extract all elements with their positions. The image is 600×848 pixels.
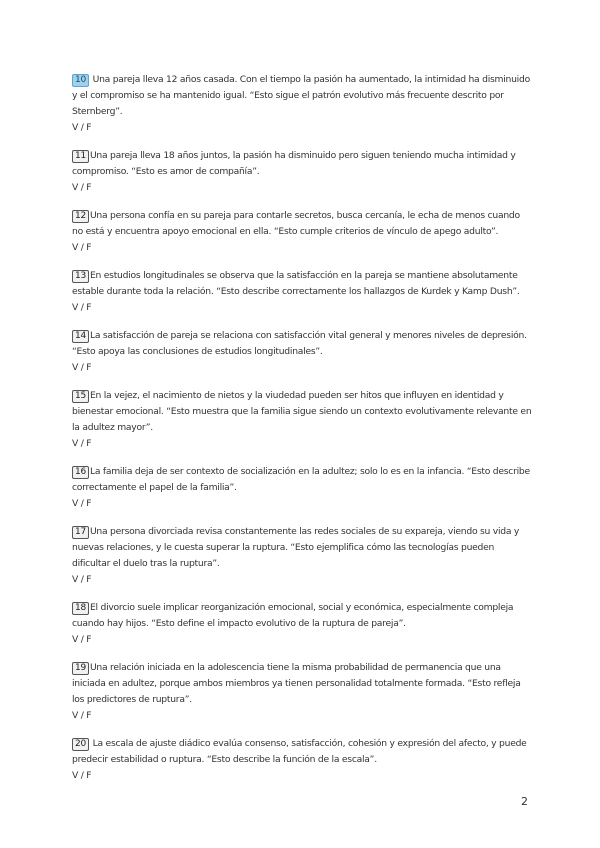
question-text: Una persona divorciada revisa constantemente las redes sociales de su expareja, viendo su vida y nuevas relaciones, y le cuesta superar la ruptura. “Esto ejemplifica cómo las tecnologías pueden dificultar el duelo tras la ruptura”. <box>72 526 520 569</box>
question-item <box>72 736 532 784</box>
question-text-line <box>72 328 532 360</box>
question-number-badge: 14 <box>72 330 89 343</box>
question-item <box>72 600 532 648</box>
question-text: La satisfacción de pareja se relaciona con satisfacción vital general y menores niveles de depresión. “Esto apoya las conclusiones de estudios longitudinales”. <box>72 330 527 357</box>
question-item <box>72 328 532 376</box>
question-item <box>72 524 532 588</box>
question-number-badge: 11 <box>72 150 89 163</box>
question-number-badge: 20 <box>72 738 89 751</box>
question-item <box>72 148 532 196</box>
question-text: La escala de ajuste diádico evalúa consenso, satisfacción, cohesión y expresión del afecto, y puede predecir estabilidad o ruptura. “Esto describe la función de la escala”. <box>72 738 527 765</box>
question-item <box>72 72 532 136</box>
true-false-options: V / F <box>72 242 92 253</box>
question-text-line <box>72 736 532 768</box>
question-text-line <box>72 208 532 240</box>
question-text-line <box>72 524 532 572</box>
true-false-options: V / F <box>72 634 92 645</box>
question-text: Una relación iniciada en la adolescencia tiene la misma probabilidad de permanencia que una iniciada en adultez, porque ambos miembros ya tienen personalidad totalmente formada. “Esto refleja los predictores de ruptura”. <box>72 662 521 705</box>
question-number-badge: 15 <box>72 390 89 403</box>
question-item <box>72 208 532 256</box>
true-false-options: V / F <box>72 710 92 721</box>
question-item <box>72 660 532 724</box>
question-text-line <box>72 268 532 300</box>
question-text: Una pareja lleva 18 años juntos, la pasión ha disminuido pero siguen teniendo mucha intimidad y compromiso. “Esto es amor de compañía”. <box>72 150 516 177</box>
question-text-line <box>72 600 532 632</box>
question-number-badge: 18 <box>72 602 89 615</box>
true-false-options: V / F <box>72 770 92 781</box>
question-number-badge: 12 <box>72 210 89 223</box>
question-number-badge: 16 <box>72 466 89 479</box>
question-text: En la vejez, el nacimiento de nietos y la viudedad pueden ser hitos que influyen en identidad y bienestar emocional. “Esto muestra que la familia sigue siendo un contexto evolutivamente relevante en la adultez mayor”. <box>72 390 532 433</box>
question-number-badge: 17 <box>72 526 89 539</box>
question-number-badge: 19 <box>72 662 89 675</box>
true-false-options: V / F <box>72 122 92 133</box>
question-item <box>72 388 532 452</box>
question-text: La familia deja de ser contexto de socialización en la adultez; solo lo es en la infancia. “Esto describe correctamente el papel de la familia”. <box>72 466 530 493</box>
question-text: El divorcio suele implicar reorganización emocional, social y económica, especialmente compleja cuando hay hijos. “Esto define el impacto evolutivo de la ruptura de pareja”. <box>72 602 514 629</box>
question-text: Una persona confía en su pareja para contarle secretos, busca cercanía, le echa de menos cuando no está y encuentra apoyo emocional en ella. “Esto cumple criterios de vínculo de apego adulto”. <box>72 210 520 237</box>
question-item <box>72 268 532 316</box>
question-text-line <box>72 148 532 180</box>
question-text-line <box>72 660 532 708</box>
question-text: Una pareja lleva 12 años casada. Con el tiempo la pasión ha aumentado, la intimidad ha disminuido y el compromiso se ha mantenido igual. “Esto sigue el patrón evolutivo más frecuente descrito por Sternberg”. <box>72 74 530 117</box>
question-text-line <box>72 72 532 120</box>
question-number-badge: 13 <box>72 270 89 283</box>
question-number-badge: 10 <box>72 74 89 87</box>
question-list <box>72 72 532 796</box>
true-false-options: V / F <box>72 574 92 585</box>
question-text: En estudios longitudinales se observa que la satisfacción en la pareja se mantiene absolutamente estable durante toda la relación. “Esto describe correctamente los hallazgos de Kurdek y Kamp Dush”. <box>72 270 520 297</box>
true-false-options: V / F <box>72 302 92 313</box>
question-text-line <box>72 464 532 496</box>
true-false-options: V / F <box>72 362 92 373</box>
true-false-options: V / F <box>72 498 92 509</box>
question-item <box>72 464 532 512</box>
true-false-options: V / F <box>72 182 92 193</box>
page-number: 2 <box>521 795 528 808</box>
true-false-options: V / F <box>72 438 92 449</box>
question-text-line <box>72 388 532 436</box>
